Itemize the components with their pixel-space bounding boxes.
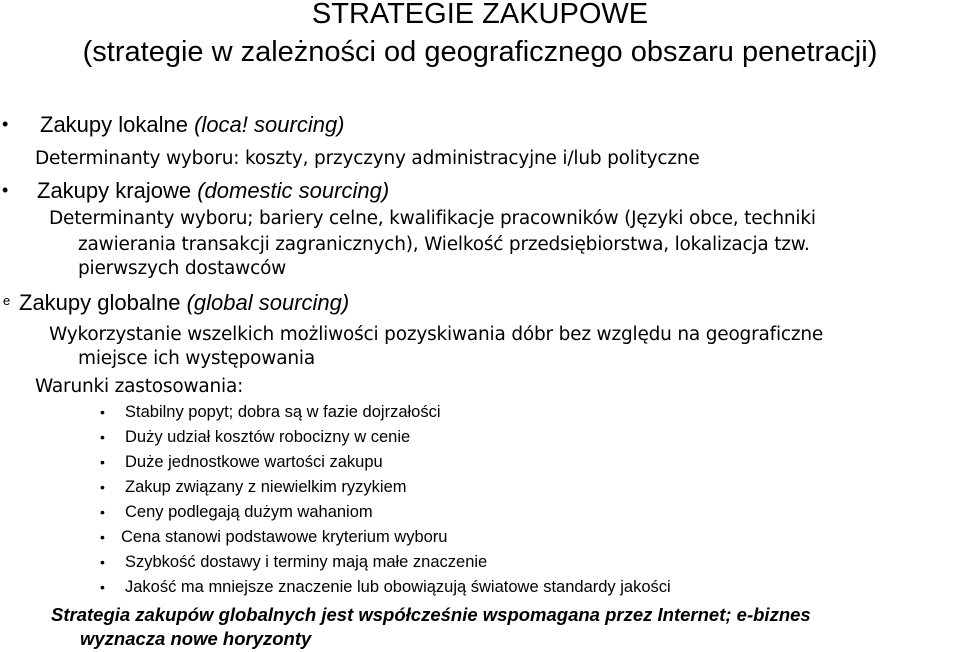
list-item: Ceny podlegają dużym wahaniom <box>125 503 373 521</box>
bullet-local: • <box>2 114 9 134</box>
page-title: STRATEGIE ZAKUPOWE <box>311 0 649 30</box>
domestic-determinants-line1: Determinanty wyboru; bariery celne, kwalifikacje pracowników (Języki obce, techniki <box>49 208 816 229</box>
global-use-line1: Wykorzystanie wszelkich możliwości pozyskiwania dóbr bez względu na geograficzne <box>49 324 824 345</box>
list-bullet: • <box>100 554 105 570</box>
domestic-label: Zakupy krajowe <box>37 178 192 203</box>
conditions-label: Warunki zastosowania: <box>35 376 244 397</box>
list-item: Stabilny popyt; dobra są w fazie dojrzałości <box>125 403 441 421</box>
list-bullet: • <box>100 504 105 520</box>
list-item: Szybkość dostawy i terminy mają małe znaczenie <box>125 553 488 571</box>
domestic-determinants-line3: pierwszych dostawców <box>78 258 287 279</box>
list-bullet: • <box>100 579 105 595</box>
list-bullet: • <box>100 529 105 545</box>
domestic-label-italic: (domestic sourcing) <box>197 178 390 203</box>
bullet-domestic: • <box>2 180 9 200</box>
local-determinants: Determinanty wyboru: koszty, przyczyny administracyjne i/lub polityczne <box>35 148 700 169</box>
strategy-note-line2: wyznacza nowe horyzonty <box>80 628 312 649</box>
list-bullet: • <box>100 429 105 445</box>
local-sourcing-heading <box>40 112 345 138</box>
global-label-italic: (global sourcing) <box>186 290 350 315</box>
list-bullet: • <box>100 404 105 420</box>
bullet-global: e <box>3 293 11 308</box>
page-subtitle: (strategie w zależności od geograficznego obszaru penetracji) <box>82 36 878 68</box>
global-label: Zakupy globalne <box>19 290 181 315</box>
list-item: Cena stanowi podstawowe kryterium wyboru <box>121 528 448 546</box>
domestic-determinants-line2: zawierania transakcji zagranicznych), Wielkość przedsiębiorstwa, lokalizacja tzw. <box>78 234 810 255</box>
strategy-note-line1: Strategia zakupów globalnych jest współcześnie wspomagana przez Internet; e-biznes <box>51 604 811 625</box>
domestic-sourcing-heading <box>37 178 389 204</box>
list-bullet: • <box>100 454 105 470</box>
local-label: Zakupy lokalne <box>40 112 188 137</box>
list-item: Duży udział kosztów robocizny w cenie <box>125 428 411 446</box>
list-item: Duże jednostkowe wartości zakupu <box>125 453 383 471</box>
local-label-italic: (loca! sourcing) <box>194 112 345 137</box>
list-item: Jakość ma mniejsze znaczenie lub obowiązują światowe standardy jakości <box>125 578 671 596</box>
global-sourcing-heading <box>19 290 349 316</box>
global-use-line2: miejsce ich występowania <box>78 348 315 369</box>
list-item: Zakup związany z niewielkim ryzykiem <box>125 478 407 496</box>
list-bullet: • <box>100 479 105 495</box>
